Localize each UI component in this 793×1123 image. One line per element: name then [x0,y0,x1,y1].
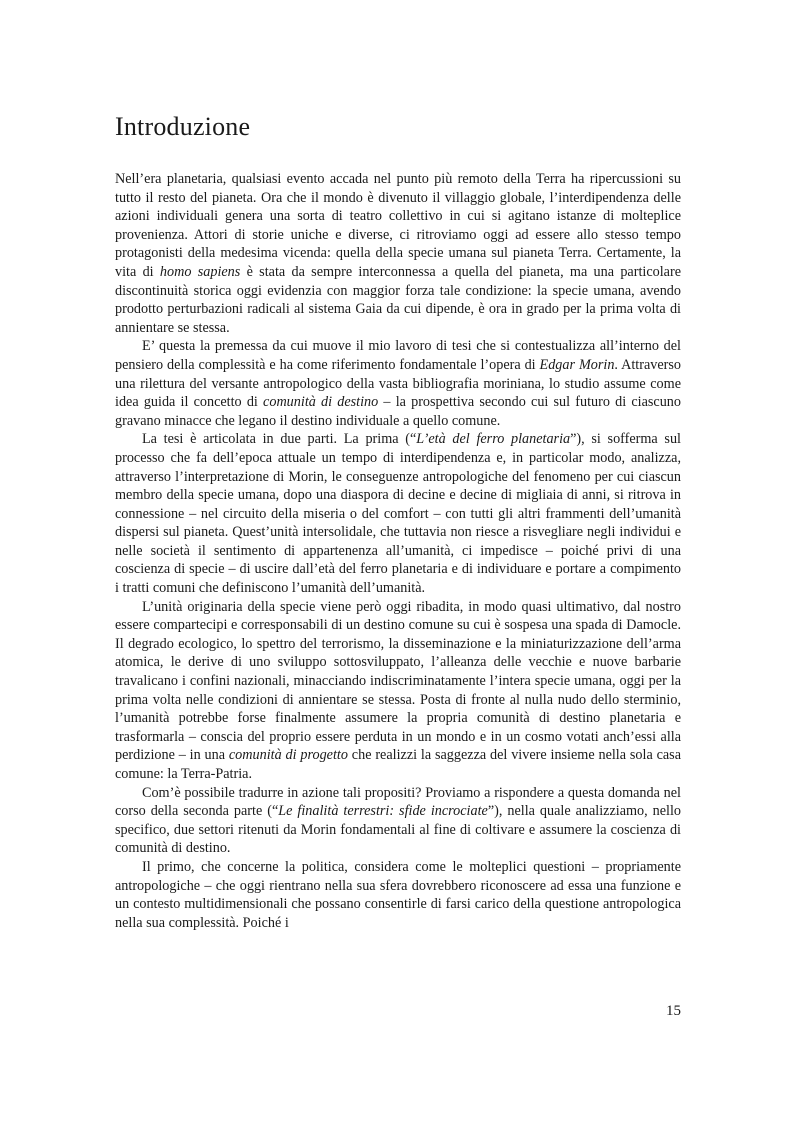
text-run: ”), si sofferma sul processo che fa dell’epoca attuale un tempo di interdipendenza e, in particolar modo, analizza, attraverso l’interpretazione di Morin, le conseguenze antropologiche del fenomeno per cui ciascun membro della specie umana, dopo una diaspora di decine e decine di migliaia di anni, si ritrova in connessione – nel circuito della miseria o del comfort – con tutti gli altri frammenti dell’umanità dispersi sul pianeta. Quest’unità intersolidale, che tuttavia non riesce a risvegliare negli individui e nelle società il sentimento di appartenenza all’umanità, ci impedisce – poiché privi di una coscienza di specie – di uscire dall’età del ferro planetaria e di individuare e portare a compimento i tratti comuni che definiscono l’umanità dell’umanità. [115,431,681,597]
text-run: L’unità originaria della specie viene però oggi ribadita, in modo quasi ultimativo, dal nostro essere compartecipi e corresponsabili di un destino comune su cui è sospesa una spada di Damocle. Il degrado ecologico, lo spettro del terrorismo, la disseminazione e la miniaturizzazione dell’arma atomica, le derive di uno sviluppo sottosviluppato, l’alleanza delle vecchie e nuove barbarie travalicano i confini nazionali, minacciando indiscriminatamente l’intera specie umana, oggi per la prima volta nelle condizioni di annientare se stessa. Posta di fronte al nulla nudo dello sterminio, l’umanità potrebbe forse finalmente assumere la propria comunità di destino planetaria e trasformarla – conscia del proprio essere perduta in un mondo e in un cosmo votati anch’essi alla perdizione – in una [115,598,681,764]
text-run: Com’è possibile tradurre in azione tali propositi? Proviamo a rispondere a questa domanda nel corso della seconda parte (“ [115,784,681,820]
paragraph [115,784,681,858]
text-run: Nell’era planetaria, qualsiasi evento accada nel punto più remoto della Terra ha ripercussioni su tutto il resto del pianeta. Ora che il mondo è divenuto il villaggio globale, l’interdipendenza delle azioni individuali genera una sorta di teatro collettivo in cui si agitano istanze di molteplice provenienza. Attori di storie uniche e diverse, ci ritroviamo oggi ad essere allo stesso tempo protagonisti della medesima vicenda: quella della specie umana sul pianeta Terra. Certamente, la vita di [115,171,681,280]
text-run: che realizzi la saggezza del vivere insieme nella sola casa comune: la Terra-Patria. [115,747,681,782]
text-run: ”), nella quale analizziamo, nello specifico, due settori ritenuti da Morin fondamentali al fine di coltivare e assumere la coscienza di comunità di destino. [115,803,682,857]
text-run: Il primo, che concerne la politica, considera come le molteplici questioni – propriamente antropologiche – che oggi rientrano nella sua sfera dovrebbero riconoscere ad essa una funzione e un contesto multidimensionali che possano consentirle di farsi carico della questione antropologica nella sua complessità. Poiché i [115,858,681,931]
paragraph [115,430,681,597]
italic-text: Edgar Morin [539,356,615,373]
italic-text: comunità di destino [263,394,379,411]
page-number: 15 [666,1003,681,1019]
text-run: – la prospettiva secondo cui sul futuro di ciascuno gravano minacce che legano il destino individuale a quello comune. [115,394,681,429]
italic-text: Le finalità terrestri: sfide incrociate [278,803,488,820]
document-page [115,110,681,932]
body-text [115,170,681,932]
paragraph [115,170,681,337]
italic-text: L’età del ferro planetaria [416,431,571,448]
chapter-title: Introduzione [115,112,251,141]
text-run: . Attraverso una rilettura del versante antropologico della vasta bibliografia moriniana, lo studio assume come idea guida il concetto di [115,356,681,411]
text-run: è stata da sempre interconnessa a quella del pianeta, ma una particolare discontinuità storica oggi evidenzia con maggior forza tale condizione: la specie umana, avendo prodotto perturbazioni radicali al sistema Gaia da cui dipende, è ora in grado per la prima volta di annientare se stessa. [115,263,681,336]
italic-text: comunità di progetto [228,747,348,764]
paragraph [115,598,681,784]
paragraph [115,337,681,430]
paragraph [115,858,681,932]
text-run: E’ questa la premessa da cui muove il mio lavoro di tesi che si contestualizza all’interno del pensiero della complessità e ha come riferimento fondamentale l’opera di [115,338,681,373]
italic-text: homo sapiens [159,263,241,280]
text-run: La tesi è articolata in due parti. La prima (“ [142,431,417,448]
